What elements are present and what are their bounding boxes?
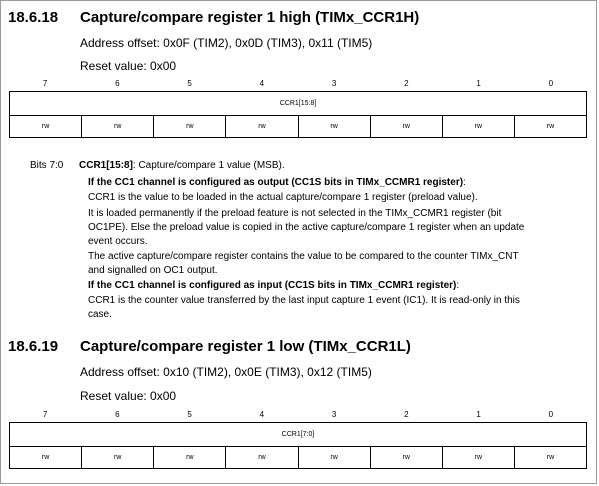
description-line: CCR1 is the counter value transferred by the last input capture 1 event (IC1). It is read-only in this: [88, 295, 520, 306]
reset-value: Reset value: 0x00: [80, 59, 177, 73]
bit-access: rw: [514, 116, 586, 138]
bit-access: rw: [154, 116, 226, 138]
bit-number: 1: [476, 79, 481, 88]
field-summary-text: : Capture/compare 1 value (MSB).: [132, 160, 285, 171]
register-bit-table: [9, 422, 587, 469]
bit-access: rw: [370, 116, 442, 138]
section-number: 18.6.19: [8, 338, 59, 355]
bit-access: rw: [82, 116, 154, 138]
description-line: OC1PE). Else the preload value is copied in the active capture/compare 1 register when an update: [88, 222, 525, 233]
bit-number: 7: [42, 79, 48, 88]
bit-number: 0: [548, 410, 554, 419]
bit-access: rw: [442, 447, 514, 469]
description-line: The active capture/compare register contains the value to be compared to the counter TIMx_CNT: [88, 251, 519, 262]
bit-access: rw: [298, 447, 370, 469]
description-line: It is loaded permanently if the preload feature is not selected in the TIMx_CCMR1 register (bit: [88, 208, 502, 219]
bit-number: 6: [115, 79, 120, 88]
bit-number: 1: [476, 410, 481, 419]
bit-access: rw: [82, 447, 154, 469]
address-offset: Address offset: 0x10 (TIM2), 0x0E (TIM3), 0x12 (TIM5): [80, 365, 372, 379]
bit-number-row: [9, 79, 587, 91]
bit-number: 7: [42, 410, 48, 419]
bit-number: 0: [548, 79, 554, 88]
address-offset: Address offset: 0x0F (TIM2), 0x0D (TIM3), 0x11 (TIM5): [80, 36, 373, 50]
bit-access: rw: [10, 116, 82, 138]
bit-number-row: [9, 410, 587, 422]
reset-value: Reset value: 0x00: [80, 389, 177, 403]
bit-number: 5: [187, 79, 192, 88]
register-bit-table: [9, 91, 587, 138]
bit-number: 5: [187, 410, 192, 419]
section-title: Capture/compare register 1 low (TIMx_CCR1L): [80, 338, 411, 355]
section-heading: [8, 338, 411, 355]
field-name-bold: CCR1[15:8]: [79, 160, 133, 171]
bit-access: rw: [370, 447, 442, 469]
register-field-name: CCR1[15:8]: [10, 92, 587, 116]
bit-number: 2: [404, 410, 409, 419]
bit-number: 2: [404, 79, 409, 88]
description-line: If the CC1 channel is configured as input (CC1S bits in TIMx_CCMR1 register):: [88, 280, 460, 291]
bit-number: 4: [259, 410, 265, 419]
bits-label: Bits 7:0: [30, 160, 64, 171]
bit-access: rw: [226, 116, 298, 138]
description-line: and signalled on OC1 output.: [88, 265, 218, 276]
bit-access: rw: [154, 447, 226, 469]
bit-access: rw: [298, 116, 370, 138]
description-line: CCR1 is the value to be loaded in the actual capture/compare 1 register (preload value).: [88, 192, 478, 203]
bit-access: rw: [226, 447, 298, 469]
bit-number: 3: [331, 79, 337, 88]
field-summary: [79, 160, 285, 172]
bit-number: 4: [259, 79, 265, 88]
description-line: If the CC1 channel is configured as output (CC1S bits in TIMx_CCMR1 register):: [88, 177, 466, 188]
description-line: event occurs.: [88, 236, 148, 247]
section-number: 18.6.18: [8, 9, 59, 26]
section-heading: [8, 9, 419, 26]
register-field-name: CCR1[7:0]: [10, 423, 587, 447]
bit-access: rw: [10, 447, 82, 469]
bit-number: 6: [115, 410, 120, 419]
bit-number: 3: [331, 410, 337, 419]
description-line: case.: [88, 309, 112, 320]
bit-access: rw: [514, 447, 586, 469]
bit-access: rw: [442, 116, 514, 138]
section-title: Capture/compare register 1 high (TIMx_CCR1H): [80, 9, 420, 26]
